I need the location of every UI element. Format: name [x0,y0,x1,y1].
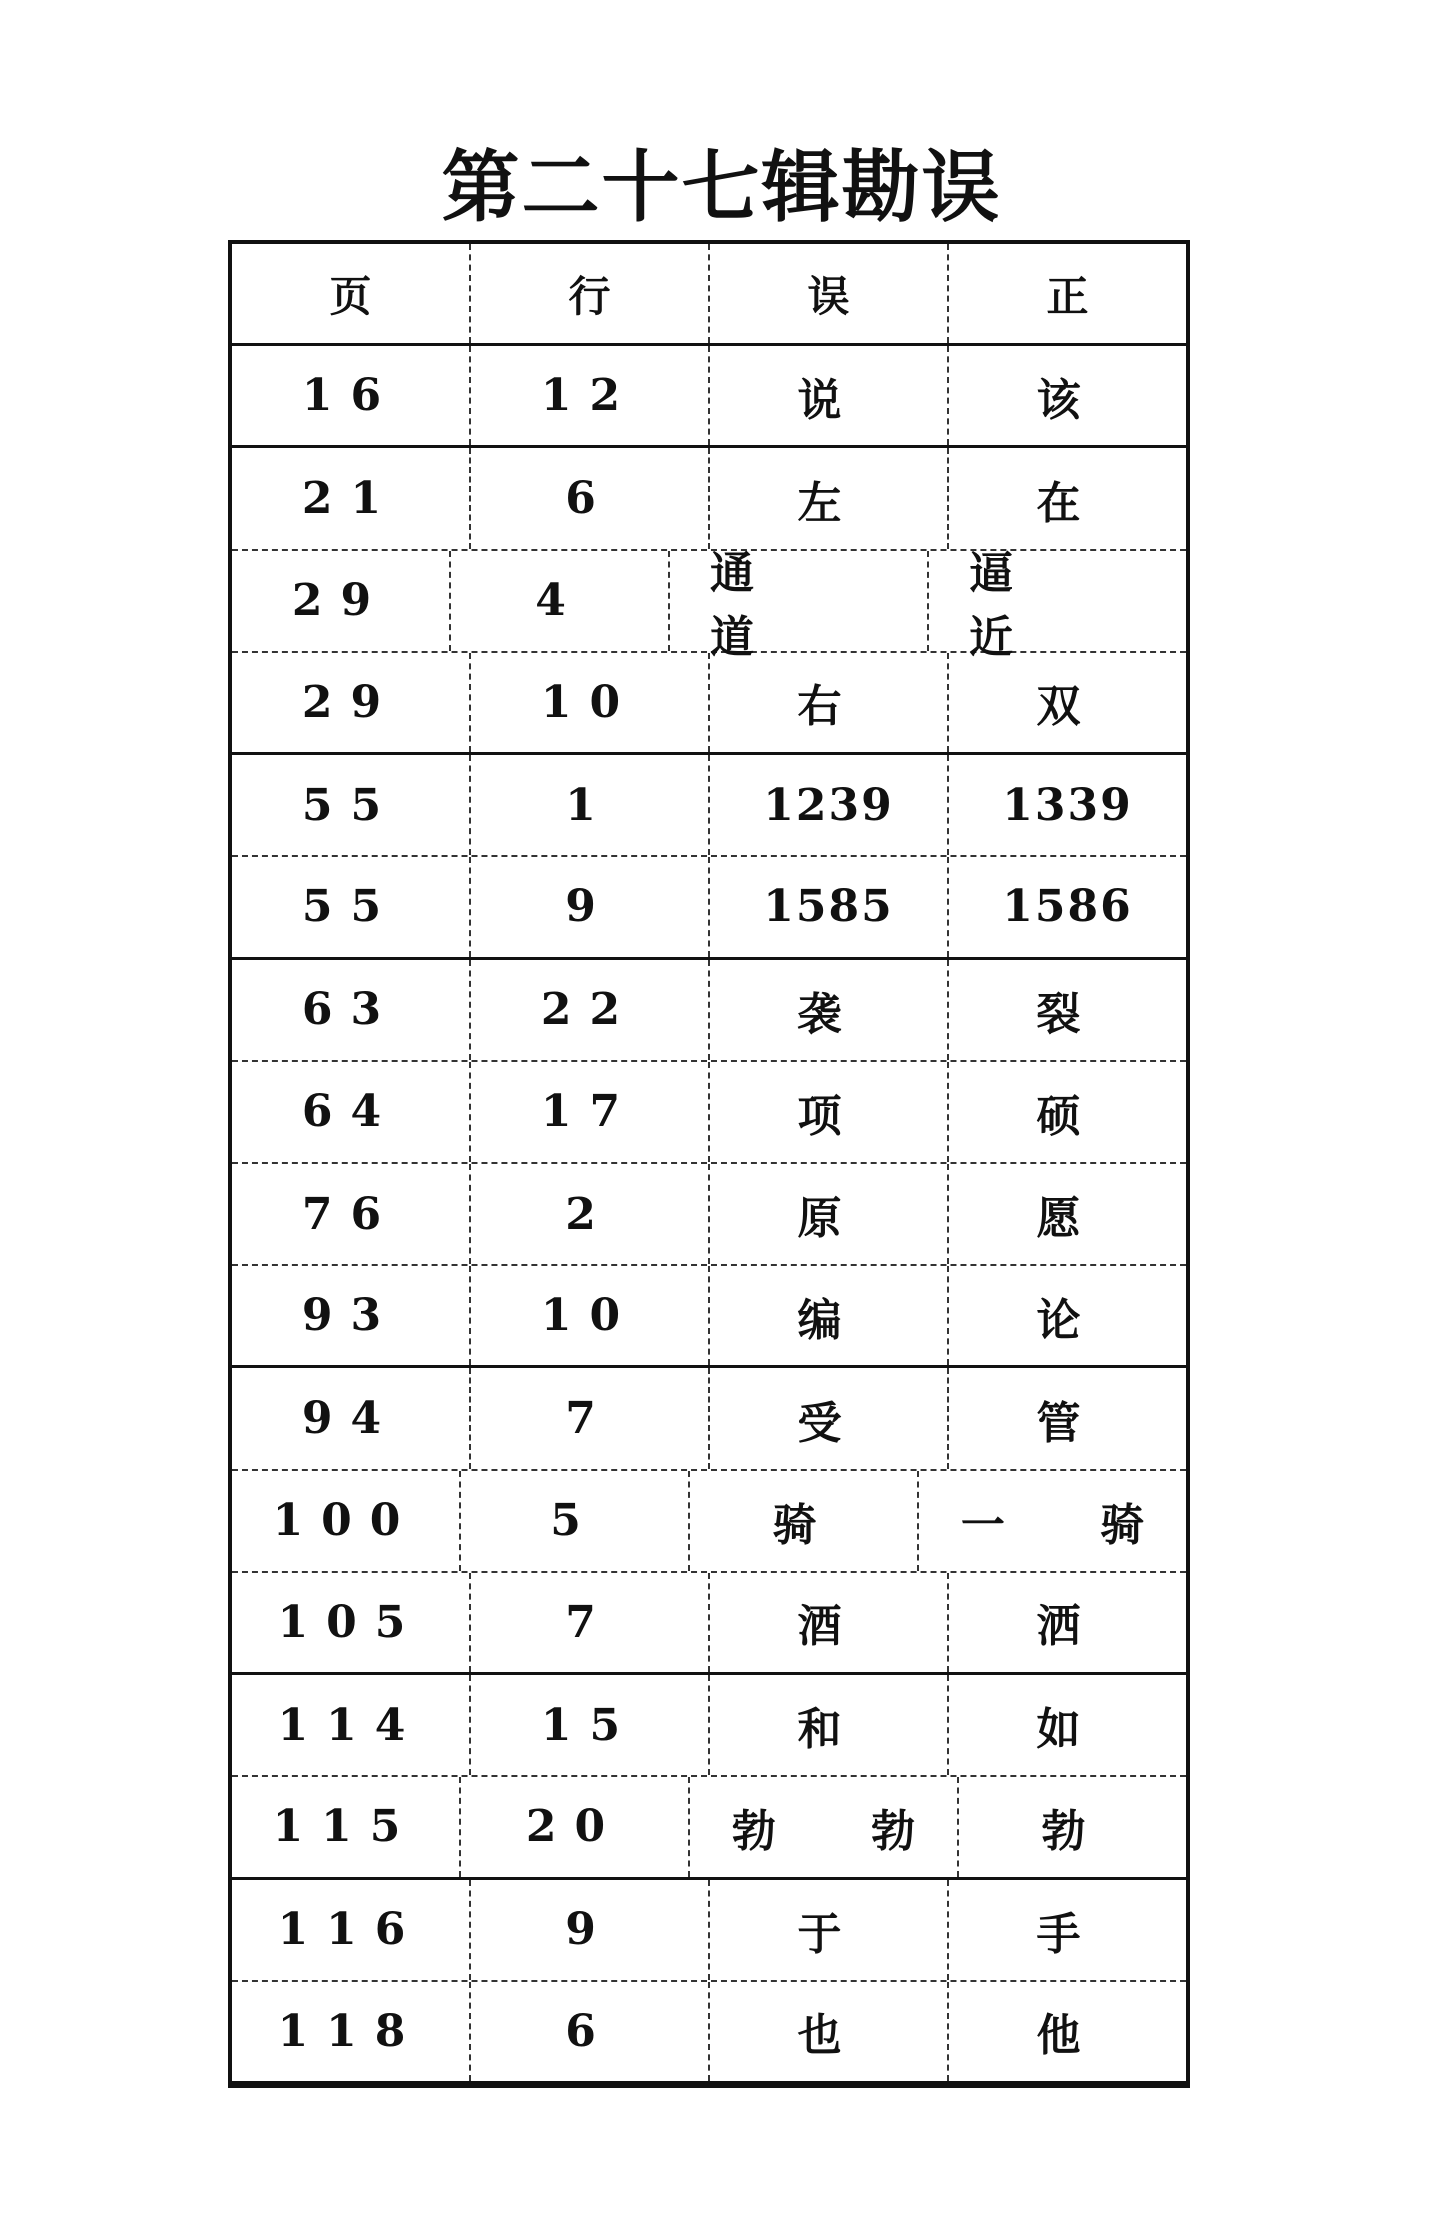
table-row [232,960,1186,1062]
cell-line: 10 [471,1266,710,1365]
cell-error: 1585 [710,857,949,956]
cell-error: 受 [710,1368,949,1468]
cell-error: 袭 [710,960,949,1060]
cell-correction: 该 [1036,374,1099,426]
cell-page: 55 [232,755,471,855]
cell-error: 原 [710,1164,949,1264]
cell-page: 29 [232,653,471,752]
cell-error: 通 道 [670,551,929,651]
table-row [232,755,1186,857]
cell-correction: 在 [1036,477,1099,529]
cell-line: 6 [471,1982,710,2081]
table-row [232,1880,1186,1982]
cell-error: 和 [710,1675,949,1775]
cell-correction: 1339 [1002,779,1133,831]
cell-line: 4 [451,551,670,651]
cell-error: 右 [710,653,949,752]
cell-line: 15 [471,1675,710,1775]
cell-page: 64 [232,1062,471,1162]
column-header-error: 误 [710,244,949,343]
errata-table [228,240,1190,2088]
table-row [232,346,1186,448]
table-row [232,1062,1186,1164]
cell-line: 10 [471,653,710,752]
cell-line: 6 [471,448,710,548]
table-row [232,1573,1186,1675]
cell-page: 21 [232,448,471,548]
cell-error: 项 [710,1062,949,1162]
cell-page: 115 [232,1777,461,1876]
column-header-page: 页 [232,244,471,343]
table-row [232,857,1186,959]
cell-correction: 手 [1036,1908,1099,1960]
cell-page: 76 [232,1164,471,1264]
cell-correction: 勃 [1041,1805,1104,1857]
cell-page: 100 [232,1471,461,1571]
cell-line: 7 [471,1573,710,1672]
cell-line: 12 [471,346,710,445]
cell-line: 20 [461,1777,690,1876]
cell-line: 22 [471,960,710,1060]
cell-page: 55 [232,857,471,956]
cell-correction: 管 [1036,1397,1099,1449]
cell-error: 1239 [710,755,949,855]
cell-page: 114 [232,1675,471,1775]
cell-correction: 1586 [1002,881,1133,933]
cell-line: 1 [471,755,710,855]
cell-page: 29 [232,551,451,651]
cell-line: 2 [471,1164,710,1264]
cell-page: 116 [232,1880,471,1980]
cell-line: 17 [471,1062,710,1162]
table-row [232,1675,1186,1777]
table-row [232,547,1186,663]
cell-page: 118 [232,1982,471,2081]
table-row [232,1266,1186,1368]
column-header-line: 行 [471,244,710,343]
cell-error: 骑 [690,1471,919,1571]
cell-correction: 一 骑 [960,1499,1185,1551]
cell-correction: 硕 [1036,1090,1099,1142]
cell-correction: 裂 [1036,988,1099,1040]
cell-line: 7 [471,1368,710,1468]
cell-page: 94 [232,1368,471,1468]
cell-line: 9 [471,1880,710,1980]
cell-correction: 洒 [1036,1601,1099,1653]
cell-page: 93 [232,1266,471,1365]
cell-error: 编 [710,1266,949,1365]
cell-correction: 论 [1036,1294,1099,1346]
cell-line: 9 [471,857,710,956]
cell-error: 说 [710,346,949,445]
cell-correction: 他 [1036,2010,1099,2062]
table-row [232,1471,1186,1573]
cell-error: 也 [710,1982,949,2081]
cell-correction: 如 [1036,1704,1099,1756]
table-row [232,653,1186,755]
table-header-row [232,244,1186,346]
cell-page: 16 [232,346,471,445]
page-title: 第二十七辑勘误 [441,143,1002,233]
cell-correction: 逼 近 [969,547,1053,663]
cell-correction: 双 [1036,681,1099,733]
cell-line: 5 [461,1471,690,1571]
cell-error: 于 [710,1880,949,1980]
table-row [232,1164,1186,1266]
cell-error: 勃 勃 [690,1777,959,1876]
cell-page: 105 [232,1573,471,1672]
table-row [232,1777,1186,1879]
table-row [232,1982,1186,2084]
cell-correction: 愿 [1036,1193,1099,1245]
table-row [232,1368,1186,1470]
table-row [232,448,1186,550]
cell-error: 酒 [710,1573,949,1672]
cell-error: 左 [710,448,949,548]
cell-page: 63 [232,960,471,1060]
column-header-correction: 正 [1046,271,1089,321]
